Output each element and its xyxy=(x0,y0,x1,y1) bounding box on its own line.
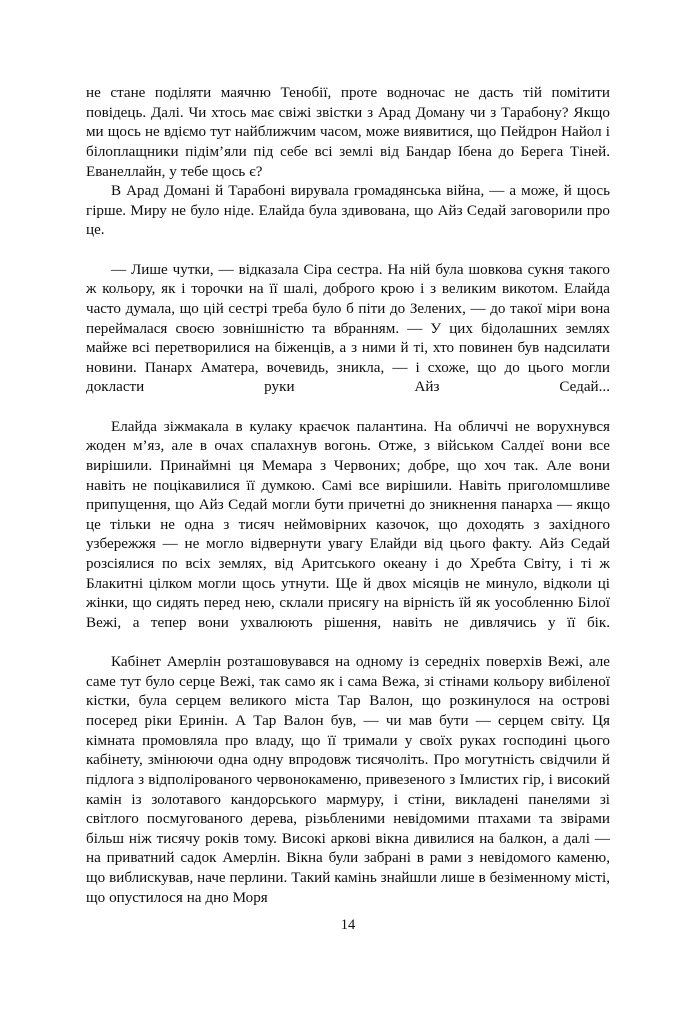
page-number: 14 xyxy=(340,917,356,933)
paragraph: В Арад Домані й Тарабоні вирувала громадянська війна, — а може, й щось гірше. Миру не було ніде. Елайда була здивована, що Айз Седай заговорили про це. xyxy=(86,183,610,239)
paragraph: Елайда зіжмакала в кулаку краєчок палантина. На обличчі не ворухнувся жоден м’яз, але в очах спалахнув вогонь. Отже, з військом Салдеї вони все вирішили. Принаймні ця Мемара з Червоних; добре, що хоч так. Але вони навіть не поцікавилися її думкою. Самі все вирішили. Навіть приголомшливе припущення, що Айз Седай могли бути причетні до зникнення панарха — якщо це тільки не одна з тисяч неймовірних казочок, що доходять з західного узбережжя — не могло відвернути увагу Елайди від цього факту. Айз Седай розсіялися по всіх землях, від Аритського океану і до Хребта Світу, і ті ж Блакитні цілком могли щось утнути. Ще й двох місяців не минуло, відколи ці жінки, що сидять перед нею, склали присягу на вірність їй як уособленню Білої Вежі, а тепер вони ухвалюють рішення, навіть не дивлячись у її бік. xyxy=(86,418,610,631)
paragraph-continuation: не стане поділяти маячню Тенобії, проте водночас не дасть тій помітити повідець. Далі. Чи хтось має свіжі звістки з Арад Доману чи з Тарабону? Якщо ми щось не вдіємо тут найближчим часом, може виявитися, що Пейдрон Найол і білоплащники підім’яли під себе всі землі від Бандар Ібена до Берега Тіней. Еванеллайн, у тебе щось є? xyxy=(86,85,610,180)
page-text-block xyxy=(86,84,610,908)
paragraph: Кабінет Амерлін розташовувався на одному із середніх поверхів Вежі, але саме тут було серце Вежі, так само як і сама Вежа, зі стінами кольору вибіленої кістки, була серцем великого міста Тар Валон, що розкинулося на острові посеред ріки Еринін. А Тар Валон був, — чи мав бути — серцем світу. Ця кімната промовляла про владу, що її тримали у своїх руках господині цього кабінету, змінюючи одна одну впродовж тисячоліть. Про могутність свідчили й підлога з відполірованого червонокаменю, привезеного з Імлистих гір, і високий камін із золотавого кандорського мармуру, і стіни, викладені панелями зі світлого посмугованого дерева, різьбленими невідомими птахами та звірами більш ніж тисячу років тому. Високі аркові вікна дивилися на балкон, а далі — на приватний садок Амерлін. Вікна були забрані в рами з невідомого каменю, що виблискував, наче перлини. Такий камінь знайшли лише в безіменному місті, що опустилося на дно Моря xyxy=(86,654,610,906)
paragraph-dialogue: — Лише чутки, — відказала Сіра сестра. На ній була шовкова сукня такого ж кольору, як і торочки на її шалі, доброго крою і з великим викотом. Елайда часто думала, що цій сестрі треба було б піти до Зелених, — до такої міри вона переймалася своєю зовнішністю та вбранням. — У цих бідолашних землях майже всі перетворилися на біженців, а з ними й ті, хто повинен був надсилати новини. Панарх Аматера, вочевидь, зникла, — і схоже, що до цього могли докласти руки Айз Седай... xyxy=(86,261,610,396)
